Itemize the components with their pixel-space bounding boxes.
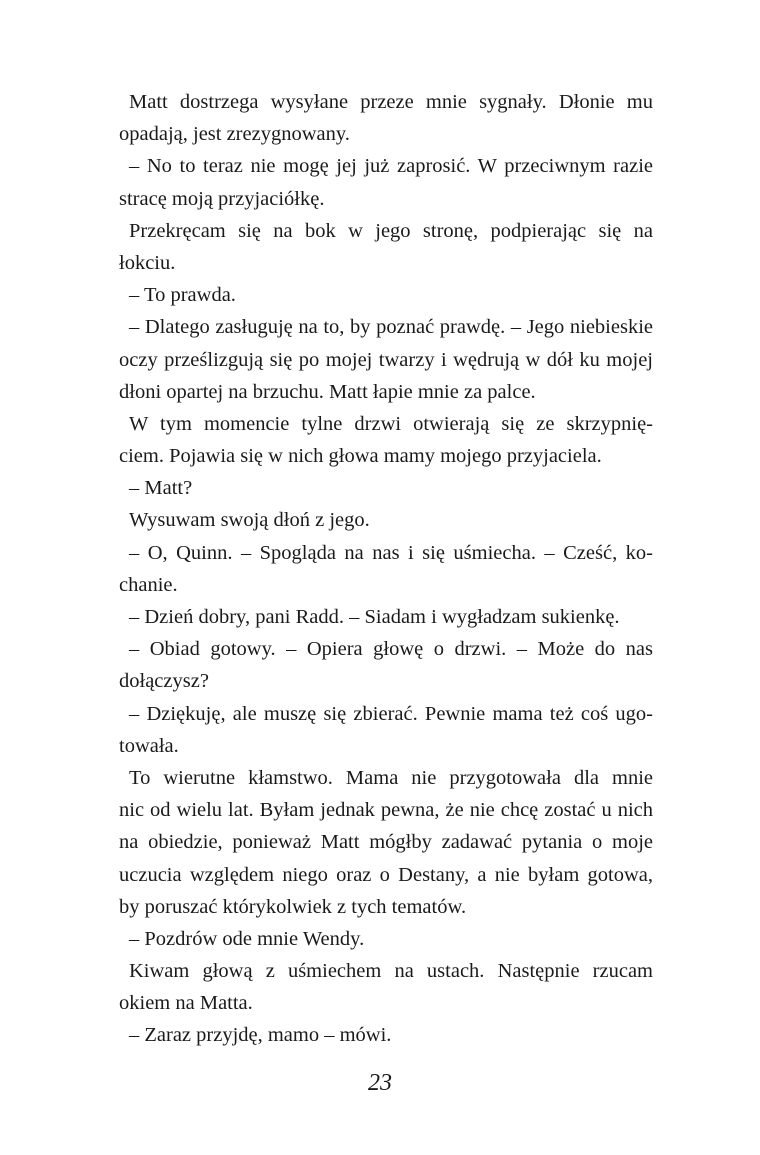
text-line: – Dlatego zasługuję na to, by poznać prawdę. – Jego niebieskie: [129, 316, 653, 339]
text-line: chanie.: [119, 573, 178, 596]
text-line: oczy prześlizgują się po mojej twarzy i wędrują w dół ku mojej: [119, 348, 653, 371]
text-line: stracę moją przyjaciółkę.: [119, 187, 325, 210]
text-line: – No to teraz nie mogę jej już zaprosić. W przeciwnym razie: [129, 155, 653, 178]
text-line: uczucia względem niego oraz o Destany, a nie byłam gotowa,: [119, 863, 653, 886]
text-line: – To prawda.: [129, 284, 236, 307]
text-line: dłoni opartej na brzuchu. Matt łapie mnie za palce.: [119, 380, 536, 403]
text-line: opadają, jest zrezygnowany.: [119, 123, 350, 146]
text-line: – O, Quinn. – Spogląda na nas i się uśmiecha. – Cześć, ko-: [129, 541, 653, 564]
text-line: – Matt?: [129, 477, 193, 500]
text-line: Wysuwam swoją dłoń z jego.: [129, 509, 370, 532]
text-line: – Dzień dobry, pani Radd. – Siadam i wygładzam sukienkę.: [129, 606, 620, 628]
page-body-text: [119, 86, 653, 1052]
text-line: towała.: [119, 734, 179, 757]
text-line: dołączysz?: [119, 670, 209, 693]
text-line: – Zaraz przyjdę, mamo – mówi.: [129, 1024, 392, 1047]
text-line: Kiwam głową z uśmiechem na ustach. Następnie rzucam: [129, 960, 653, 983]
text-line: na obiedzie, ponieważ Matt mógłby zadawać pytania o moje: [119, 831, 653, 854]
text-line: by poruszać którykolwiek z tych tematów.: [119, 895, 467, 918]
text-line: Matt dostrzega wysyłane przeze mnie sygnały. Dłonie mu: [129, 91, 653, 113]
text-line: – Dziękuję, ale muszę się zbierać. Pewnie mama też coś ugo-: [129, 702, 653, 725]
page-number: 23: [368, 1070, 392, 1096]
text-line: okiem na Matta.: [119, 992, 253, 1015]
text-line: W tym momencie tylne drzwi otwierają się ze skrzypnię-: [129, 412, 653, 435]
text-line: Przekręcam się na bok w jego stronę, podpierając się na: [129, 219, 653, 242]
text-line: – Pozdrów ode mnie Wendy.: [129, 927, 365, 950]
text-line: ciem. Pojawia się w nich głowa mamy mojego przyjaciela.: [119, 445, 602, 468]
text-line: łokciu.: [119, 251, 176, 274]
text-line: – Obiad gotowy. – Opiera głowę o drzwi. – Może do nas: [129, 638, 653, 661]
text-line: To wierutne kłamstwo. Mama nie przygotowała dla mnie: [129, 766, 653, 789]
text-line: nic od wielu lat. Byłam jednak pewna, że nie chcę zostać u nich: [119, 799, 653, 822]
